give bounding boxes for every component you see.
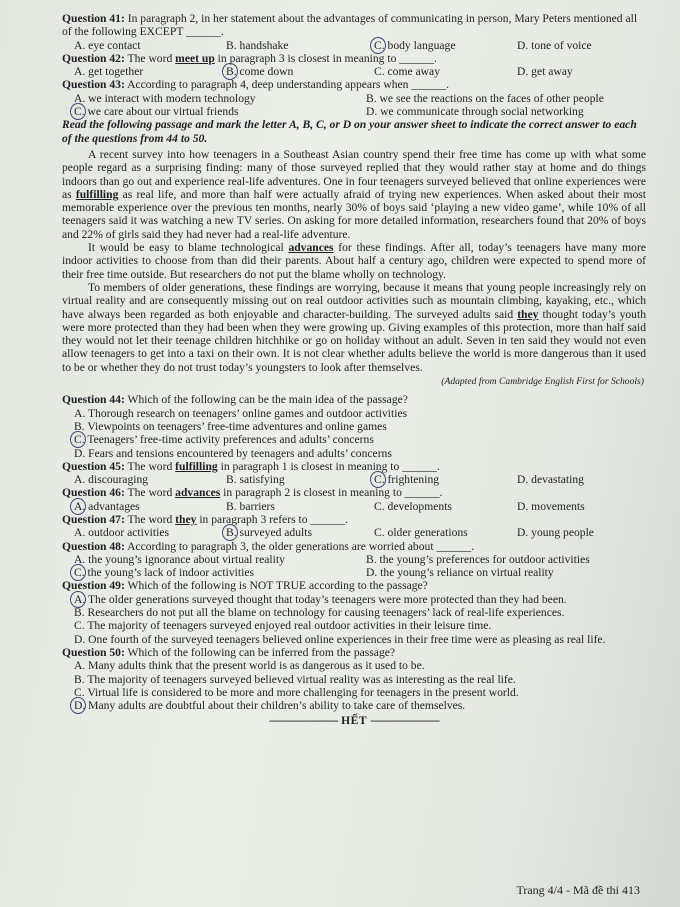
question-text-pre: The word [127,459,176,473]
option-a[interactable]: A. The older generations surveyed thought that today’s teenagers were more protected than they had been. [74,593,646,606]
options [62,553,646,580]
option-d[interactable]: D. One fourth of the surveyed teenagers believed online experiences in their free time were as pleasing as real life. [74,632,606,646]
paragraph-text: To members of older generations, these findings are worrying, because it means that young people increasingly rely on virtual reality and are consequently missing out on real outdoor activities such as mountain climbing, kayaking, etc., which have always been regarded as both enjoyable and character-building. The surveyed adults said [62,280,646,321]
option-d[interactable]: D. movements [517,499,585,513]
option-c[interactable]: C. the young’s lack of indoor activities [74,566,366,579]
question-text-pre: The word [127,512,176,526]
paragraph-text: thought today’s youth were more protected than they had been when they were growing up. Giving examples of this protection, more than half said they would not let their teenage children hitchhike or go on holiday without an adult. Seven in ten said they would not even allow teenagers to get into a taxi on their own. It is not clear whether adults believe the world is more dangerous than it used to be or whether they do not trust today’s youngsters to look after themselves. [62,307,646,374]
option-b[interactable]: B. Viewpoints on teenagers’ free-time adventures and online games [74,419,387,433]
option-b[interactable]: B. barriers [226,499,275,513]
end-marker-text: HẾT [341,714,367,728]
options [62,500,646,513]
option-b[interactable]: B. Researchers do not put all the blame on technology for causing teenagers’ lack of real-life experiences. [74,606,565,620]
options [62,92,646,119]
option-c[interactable]: C. come away [374,65,440,79]
question-45 [62,460,646,487]
end-marker [62,714,646,727]
page-footer: Trang 4/4 - Mã đề thi 413 [516,882,640,897]
option-d[interactable]: D. tone of voice [517,38,592,52]
option-b[interactable]: B. satisfying [226,473,285,487]
option-a[interactable]: A. the young’s ignorance about virtual reality [74,552,285,566]
paragraph-1 [62,148,646,241]
option-b[interactable]: B. The majority of teenagers surveyed believed virtual reality was as interesting as the real life. [74,672,516,686]
option-c[interactable]: C. frightening [374,473,517,486]
paragraph-text: A recent survey into how teenagers in a Southeast Asian country spend their free time has come up with what some people regard as a surprising finding: many of those surveyed replied that they would rather stay at home and do things indoors than go out and experience real-life adventures. One in four teenagers surveyed believed that online experiences were as [62,147,646,201]
option-c[interactable]: C. The majority of teenagers surveyed enjoyed real outdoor activities in their leisure time. [74,619,492,633]
reading-passage [62,148,646,388]
option-d[interactable]: D. get away [517,65,573,79]
option-c[interactable]: C. Teenagers’ free-time activity preferences and adults’ concerns [74,433,646,446]
passage-source: (Adapted from Cambridge English First for Schools) [441,376,644,388]
options [62,407,646,460]
option-d[interactable]: D. devastating [517,473,584,487]
option-d[interactable]: D. Many adults are doubtful about their children’s ability to take care of themselves. [74,699,646,712]
option-c[interactable]: C. we care about our virtual friends [74,105,366,118]
key-word: advances [175,486,221,500]
paragraph-text: as real life, and more than half were actually afraid of trying new experiences. When asked about their most memorable experience over the previous ten months, nearly 30% of boys said ‘playing a new video game’, while 10% of all teenagers said it was watching a new TV series. On asking for more detailed information, researchers found that 20% of boys and 22% of girls said they had never had a real-life adventure. [62,187,646,241]
paragraph-2 [62,241,646,281]
question-41 [62,12,646,52]
section-instruction: Read the following passage and mark the letter A, B, C, or D on your answer sheet to indicate the correct answer to each of the questions from 44 to 50. [62,118,637,145]
question-label: Question 44: [62,393,125,407]
question-text-post: in paragraph 2 is closest in meaning to ______. [220,486,443,500]
question-label: Question 41: [62,12,125,25]
option-a[interactable]: A. outdoor activities [74,526,169,540]
question-text-post: in paragraph 3 refers to ______. [196,512,349,526]
option-c[interactable]: C. body language [374,39,517,52]
question-label: Question 47: [62,512,125,526]
question-text-post: in paragraph 1 is closest in meaning to ______. [217,459,440,473]
option-d[interactable]: D. we communicate through social networking [366,105,584,119]
question-label: Question 50: [62,645,125,659]
options [62,39,646,52]
option-d[interactable]: D. Fears and tensions encountered by teenagers and adults’ concerns [74,446,392,460]
paragraph-text: It would be easy to blame technological [88,241,289,255]
option-b[interactable]: B. come down [226,65,374,78]
question-42 [62,52,646,79]
question-text: In paragraph 2, in her statement about the advantages of communicating in person, Mary Peters mentioned all of the following EXCEPT ______. [62,12,638,39]
paragraph-3 [62,281,646,374]
question-text: Which of the following is NOT TRUE according to the passage? [127,579,428,593]
question-label: Question 46: [62,486,125,500]
question-50 [62,646,646,712]
question-text-pre: The word [127,486,176,500]
question-text: According to paragraph 4, deep understanding appears when ______. [127,78,450,92]
key-word: fulfilling [175,459,218,473]
option-b[interactable]: B. the young’s preferences for outdoor activities [366,552,590,566]
question-label: Question 42: [62,51,125,65]
question-label: Question 48: [62,539,125,553]
key-word: meet up [175,51,215,65]
divider: ------------------------ [269,714,338,728]
question-48 [62,540,646,580]
options [62,659,646,712]
key-word: fulfilling [75,187,119,201]
option-a[interactable]: A. Many adults think that the present world is as dangerous as it used to be. [74,659,425,673]
question-label: Question 45: [62,459,125,473]
question-43 [62,78,646,118]
options [62,526,646,539]
option-a[interactable]: A. discouraging [74,473,149,487]
question-text-pre: The word [127,51,176,65]
question-text: According to paragraph 3, the older generations are worried about ______. [127,539,475,553]
question-label: Question 49: [62,579,125,593]
option-b[interactable]: B. we see the reactions on the faces of other people [366,91,604,105]
key-word: they [175,512,197,526]
question-label: Question 43: [62,78,125,92]
question-44 [62,393,646,459]
option-a[interactable]: A. advantages [74,500,226,513]
option-b[interactable]: B. handshake [226,38,289,52]
options [62,593,646,646]
divider: ------------------------ [370,714,439,728]
option-c[interactable]: C. developments [374,499,452,513]
key-word: they [517,307,539,321]
option-d[interactable]: D. the young’s reliance on virtual reality [366,566,554,580]
question-text: Which of the following can be the main idea of the passage? [127,393,408,407]
option-d[interactable]: D. young people [517,526,594,540]
question-text: Which of the following can be inferred from the passage? [127,645,396,659]
question-47 [62,513,646,540]
paragraph-text: for these findings. After all, today’s teenagers have many more indoor activities to choose from than did their parents. About half a century ago, children were expected to spend more of their free time outside. But researchers do not put the blame wholly on technology. [62,241,646,281]
option-c[interactable]: C. Virtual life is considered to be more and more challenging for teenagers in the present world. [74,685,519,699]
option-a[interactable]: A. eye contact [74,38,141,52]
key-word: advances [288,241,334,255]
option-a[interactable]: A. we interact with modern technology [74,91,256,105]
option-a[interactable]: A. Thorough research on teenagers’ online games and outdoor activities [74,406,408,420]
option-c[interactable]: C. older generations [374,526,468,540]
option-b[interactable]: B. surveyed adults [226,526,374,539]
options [62,473,646,486]
question-46 [62,486,646,513]
question-49 [62,579,646,645]
question-text-post: in paragraph 3 is closest in meaning to ______. [214,51,437,65]
option-a[interactable]: A. get together [74,65,144,79]
options [62,65,646,78]
